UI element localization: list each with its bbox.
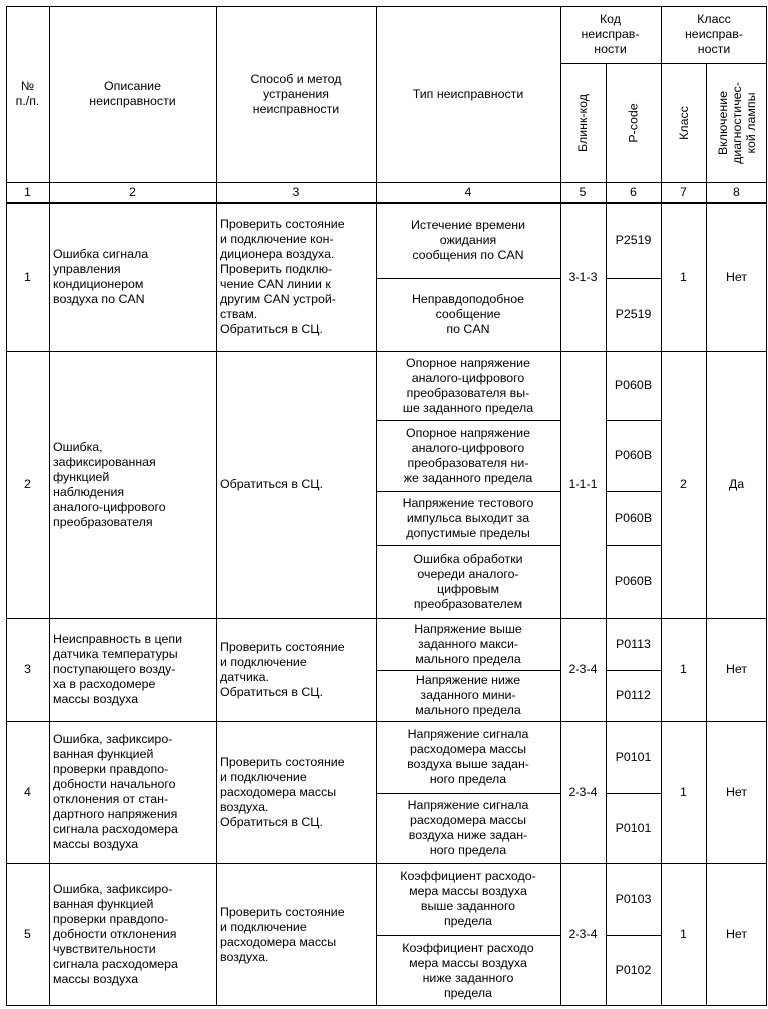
col-number: 1 bbox=[24, 185, 31, 199]
fault-class: 1 bbox=[680, 927, 687, 941]
header-code-group: Код неисправ- ности bbox=[581, 12, 640, 56]
grid-line bbox=[606, 935, 661, 936]
col-number: 3 bbox=[292, 185, 300, 199]
grid-line bbox=[376, 278, 560, 279]
fault-description: Неисправность в цепи датчика температуры поступающего возду- ха в расходомере массы воздуха bbox=[53, 632, 183, 706]
fault-description: Ошибка, зафиксиро- ванная функцией проверки правдопо- добности отклонения чувствительности сигнала расходомера массы воздуха bbox=[53, 882, 178, 986]
col-number: 6 bbox=[630, 185, 637, 199]
fault-description: Ошибка, зафиксиро- ванная функцией проверки правдопо- добности начального отклонения от стан- дартного напряжения сигнала расходомера массы воздуха bbox=[53, 732, 178, 851]
header-p-code: P-code bbox=[626, 102, 641, 143]
p-code: P0101 bbox=[615, 749, 652, 764]
row-number: 5 bbox=[24, 927, 31, 941]
grid-line bbox=[376, 670, 560, 671]
blink-code: 2-3-4 bbox=[568, 927, 598, 941]
repair-method: Проверить состояние и подключение расходомера массы воздуха. bbox=[220, 904, 345, 964]
grid-line bbox=[606, 793, 661, 794]
grid-line bbox=[6, 182, 767, 183]
col-number: 4 bbox=[464, 185, 472, 199]
grid-line bbox=[376, 420, 560, 421]
fault-type: Опорное напряжение аналого-цифрового преобразователя вы- ше заданного предела bbox=[402, 355, 534, 415]
fault-class: 2 bbox=[680, 477, 687, 491]
fault-type: Коэффициент расходо мера массы воздуха ниже заданного предела bbox=[402, 940, 534, 1000]
blink-code: 2-3-4 bbox=[568, 784, 598, 799]
header-fault-type: Тип неисправности bbox=[412, 86, 524, 101]
grid-line bbox=[6, 721, 767, 722]
grid-line bbox=[706, 63, 707, 1006]
fault-type: Неправдоподобное сообщение по CAN bbox=[411, 292, 525, 336]
grid-line bbox=[6, 1005, 767, 1006]
repair-method: Проверить состояние и подключение кон- диционера воздуха. Проверить подклю- чение CAN линии к другим CAN устрой- ствам. Обратиться в СЦ. bbox=[220, 217, 345, 336]
diagnostic-lamp: Нет bbox=[725, 662, 748, 676]
grid-line bbox=[6, 6, 767, 7]
grid-line bbox=[6, 6, 7, 1006]
p-code: P060B bbox=[614, 574, 653, 588]
fault-type: Истечение времени ожидания сообщения по CAN bbox=[410, 218, 526, 262]
grid-line bbox=[6, 351, 767, 352]
fault-type: Напряжение сигнала расходомера массы воздуха выше задан- ного предела bbox=[407, 727, 529, 786]
grid-line bbox=[376, 491, 560, 492]
fault-description: Ошибка, зафиксированная функцией наблюдения аналого-цифрового преобразователя bbox=[53, 439, 166, 529]
fault-type: Ошибка обработки очереди аналого- цифровым преобразователем bbox=[413, 551, 523, 611]
grid-line bbox=[6, 863, 767, 864]
grid-line bbox=[376, 6, 377, 1006]
grid-line bbox=[216, 6, 217, 1006]
diagnostic-lamp: Нет bbox=[725, 784, 748, 799]
grid-line bbox=[606, 545, 661, 546]
fault-type: Напряжение тестового импульса выходит за допустимые пределы bbox=[402, 495, 534, 540]
col-number: 8 bbox=[733, 185, 740, 199]
fault-class: 1 bbox=[680, 784, 687, 799]
repair-method: Обратиться в СЦ. bbox=[220, 477, 323, 491]
row-number: 2 bbox=[24, 477, 31, 491]
p-code: P0103 bbox=[615, 891, 652, 906]
header-class-group: Класс неисправ- ности bbox=[684, 12, 744, 56]
grid-line bbox=[606, 63, 607, 1006]
grid-line bbox=[606, 670, 661, 671]
diagnostic-lamp: Да bbox=[728, 477, 745, 491]
blink-code: 1-1-1 bbox=[568, 477, 598, 491]
p-code: P0112 bbox=[616, 688, 651, 702]
grid-line bbox=[560, 6, 561, 1006]
grid-line bbox=[6, 202, 767, 204]
grid-line bbox=[49, 6, 50, 1006]
fault-description: Ошибка сигнала управления кондиционером воздуха по CAN bbox=[53, 247, 149, 306]
blink-code: 3-1-3 bbox=[568, 269, 598, 284]
grid-line bbox=[661, 6, 662, 1006]
col-number: 5 bbox=[579, 185, 587, 199]
grid-line bbox=[766, 6, 767, 1006]
header-description: Описание неисправности bbox=[89, 79, 176, 108]
fault-type: Напряжение выше заданного макси- мального предела bbox=[414, 621, 522, 666]
fault-type: Напряжение ниже заданного мини- мального предела bbox=[415, 673, 521, 717]
grid-line bbox=[376, 545, 560, 546]
fault-class: 1 bbox=[680, 269, 687, 284]
header-num: № п./п. bbox=[15, 79, 40, 108]
col-number: 7 bbox=[680, 185, 687, 199]
grid-line bbox=[376, 793, 560, 794]
p-code: P060B bbox=[614, 510, 653, 525]
p-code: P0113 bbox=[616, 636, 651, 651]
header-lamp: Включение диагностичес- кой лампы bbox=[715, 81, 758, 164]
grid-line bbox=[606, 278, 661, 279]
blink-code: 2-3-4 bbox=[568, 662, 598, 676]
p-code: P0102 bbox=[615, 963, 652, 977]
header-method: Способ и метод устранения неисправности bbox=[250, 71, 342, 116]
fault-type: Опорное напряжение аналого-цифрового преобразователя ни- же заданного предела bbox=[403, 425, 533, 485]
p-code: P2519 bbox=[615, 233, 652, 247]
grid-line bbox=[606, 420, 661, 421]
header-class: Класс bbox=[676, 105, 691, 140]
row-number: 3 bbox=[24, 662, 31, 676]
header-blink-code: Блинк-код bbox=[576, 93, 591, 152]
grid-line bbox=[376, 935, 560, 936]
fault-code-table bbox=[6, 6, 767, 1006]
fault-type: Коэффициент расходо- мера массы воздуха выше заданного предела bbox=[400, 869, 536, 928]
fault-type: Напряжение сигнала расходомера массы воздуха ниже задан- ного предела bbox=[407, 798, 529, 857]
grid-line bbox=[560, 63, 767, 64]
diagnostic-lamp: Нет bbox=[725, 927, 748, 941]
row-number: 1 bbox=[24, 269, 31, 284]
grid-line bbox=[6, 618, 767, 619]
col-number: 2 bbox=[129, 185, 136, 199]
row-number: 4 bbox=[24, 784, 31, 799]
p-code: P060B bbox=[614, 448, 653, 462]
p-code: P060B bbox=[614, 378, 653, 392]
p-code: P2519 bbox=[615, 307, 652, 321]
fault-class: 1 bbox=[680, 662, 687, 676]
repair-method: Проверить состояние и подключение датчика. Обратиться в СЦ. bbox=[220, 639, 345, 699]
p-code: P0101 bbox=[615, 820, 652, 835]
grid-line bbox=[606, 491, 661, 492]
repair-method: Проверить состояние и подключение расходомера массы воздуха. Обратиться в СЦ. bbox=[220, 754, 345, 829]
diagnostic-lamp: Нет bbox=[725, 269, 748, 284]
